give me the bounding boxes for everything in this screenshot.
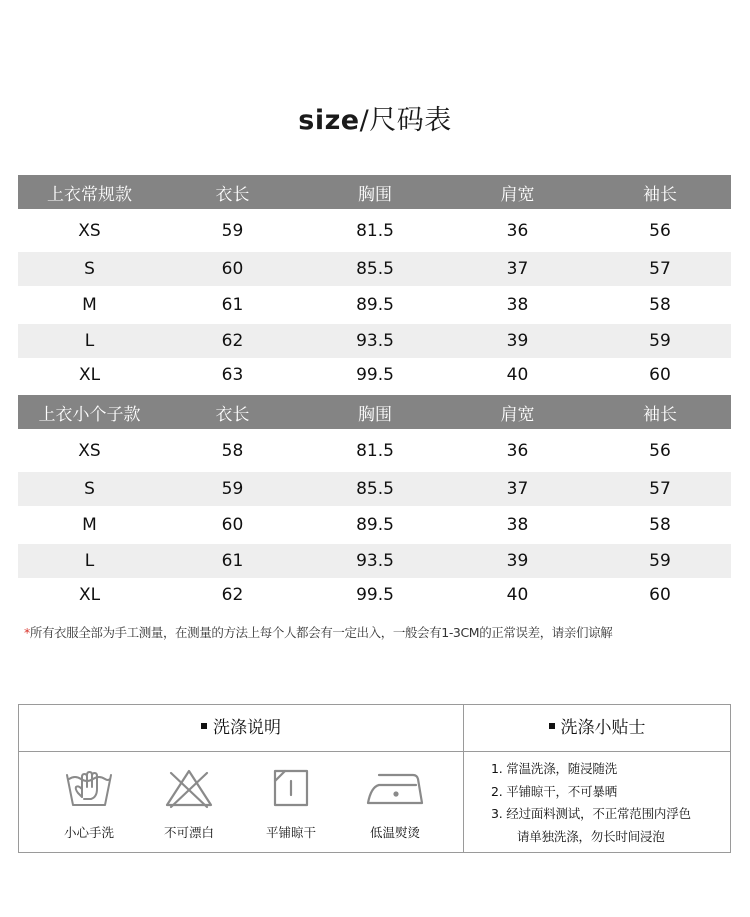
table-cell: 93.5 [304,324,446,358]
size-label-cell: L [18,324,161,358]
table-cell: 37 [446,252,589,286]
table-cell: 99.5 [356,584,394,605]
care-divider-horizontal [19,751,730,752]
size-label-cell: S [18,252,161,286]
care-tip-item: 3. 经过面料测试，不正常范围内浮色 [491,806,691,821]
table-row [18,506,731,544]
hand-wash-icon [64,767,114,811]
table-cell: 39 [446,324,589,358]
header-cell: 胸围 [304,395,446,429]
table-cell: 59 [221,220,244,241]
table-cell: 60 [221,515,244,535]
table-cell: 59 [589,324,731,358]
table-cell: 93.5 [304,544,446,578]
care-right-title: 洗涤小贴士 [560,718,646,738]
table-cell: 40 [506,364,529,385]
table-cell: 40 [506,584,529,605]
header-cell: 上衣常规款 [18,175,161,209]
header-cell: 肩宽 [446,395,589,429]
table-row [18,252,731,286]
table-cell: 38 [506,515,529,535]
size-label-cell: L [18,544,161,578]
table-cell: 37 [446,472,589,506]
care-icon-label: 不可漂白 [163,825,214,840]
header-cell: 衣长 [161,395,304,429]
table-cell: 99.5 [356,364,394,385]
table-cell: 62 [221,584,244,605]
table-cell: 81.5 [356,440,394,461]
note-text: 所有衣服全部为手工测量，在测量的方法上每个人都会有一定出入，一般会有1-3CM的正常误差，请亲们谅解 [29,625,613,640]
table-row [18,324,731,358]
bullet-square-icon [201,723,207,729]
header-cell: 衣长 [161,175,304,209]
flat-dry-icon [271,767,311,811]
table-row [18,544,731,578]
header-cell: 胸围 [304,175,446,209]
table-cell: 58 [221,440,244,461]
care-item-low-iron [345,767,445,841]
table-cell: 89.5 [356,295,394,315]
table-cell: 39 [446,544,589,578]
table-row [18,472,731,506]
header-cell: 肩宽 [446,175,589,209]
table-cell: 36 [506,440,529,461]
care-item-flat-dry [241,767,341,841]
table-cell: 58 [649,295,671,315]
table-cell: 38 [506,295,529,315]
table-cell: 56 [649,440,671,461]
note-star: * [24,625,30,640]
care-icon-label: 低温熨烫 [369,825,420,840]
table-cell: 62 [161,324,304,358]
size-label-cell: S [18,472,161,506]
table-row [18,286,731,324]
table-header-row [18,175,731,209]
table-row [18,209,731,252]
measurement-note [24,623,612,641]
bullet-square-icon [549,723,555,729]
table-cell: 59 [161,472,304,506]
care-tip-item: 2. 平铺晾干，不可暴晒 [491,783,618,799]
no-bleach-icon [163,767,215,811]
size-table-regular [18,175,731,391]
care-right-heading [464,705,730,751]
title-separator: / [359,105,370,136]
table-cell: 36 [506,220,529,241]
size-label-cell: M [82,295,97,315]
size-label-cell: M [82,515,97,535]
size-table-petite [18,395,731,611]
header-cell: 袖长 [589,175,731,209]
care-left-heading [19,705,463,751]
table-header-row [18,395,731,429]
table-row [18,429,731,472]
title-cn: 尺码表 [369,105,452,136]
care-tips-list [491,758,691,848]
table-cell: 60 [161,252,304,286]
care-tip-item: 1. 常温洗涤，随浸随洗 [491,761,618,776]
care-icon-label: 小心手洗 [63,825,114,840]
table-cell: 61 [161,544,304,578]
title-en: size [298,105,360,136]
table-cell: 85.5 [304,252,446,286]
table-cell: 59 [589,544,731,578]
table-cell: 57 [589,252,731,286]
table-cell: 81.5 [356,220,394,241]
size-label-cell: XL [78,364,101,385]
table-cell: 57 [589,472,731,506]
table-cell: 58 [649,515,671,535]
header-cell: 袖长 [589,395,731,429]
care-tip-item: 请单独洗涤，勿长时间浸泡 [517,828,665,844]
care-left-title: 洗涤说明 [213,718,281,738]
table-cell: 60 [649,364,671,385]
size-label-cell: XS [78,220,101,241]
size-label-cell: XS [78,440,101,461]
care-icon-label: 平铺晾干 [265,825,316,840]
table-cell: 89.5 [356,515,394,535]
header-cell: 上衣小个子款 [18,395,161,429]
size-label-cell: XL [78,584,101,605]
table-cell: 56 [649,220,671,241]
table-cell: 85.5 [304,472,446,506]
table-cell: 60 [649,584,671,605]
table-row [18,358,731,391]
page-title [0,98,750,137]
table-cell: 61 [221,295,244,315]
table-cell: 63 [221,364,244,385]
care-item-hand-wash [39,767,139,841]
low-iron-icon [365,767,425,811]
table-row [18,578,731,611]
care-item-no-bleach [139,767,239,841]
